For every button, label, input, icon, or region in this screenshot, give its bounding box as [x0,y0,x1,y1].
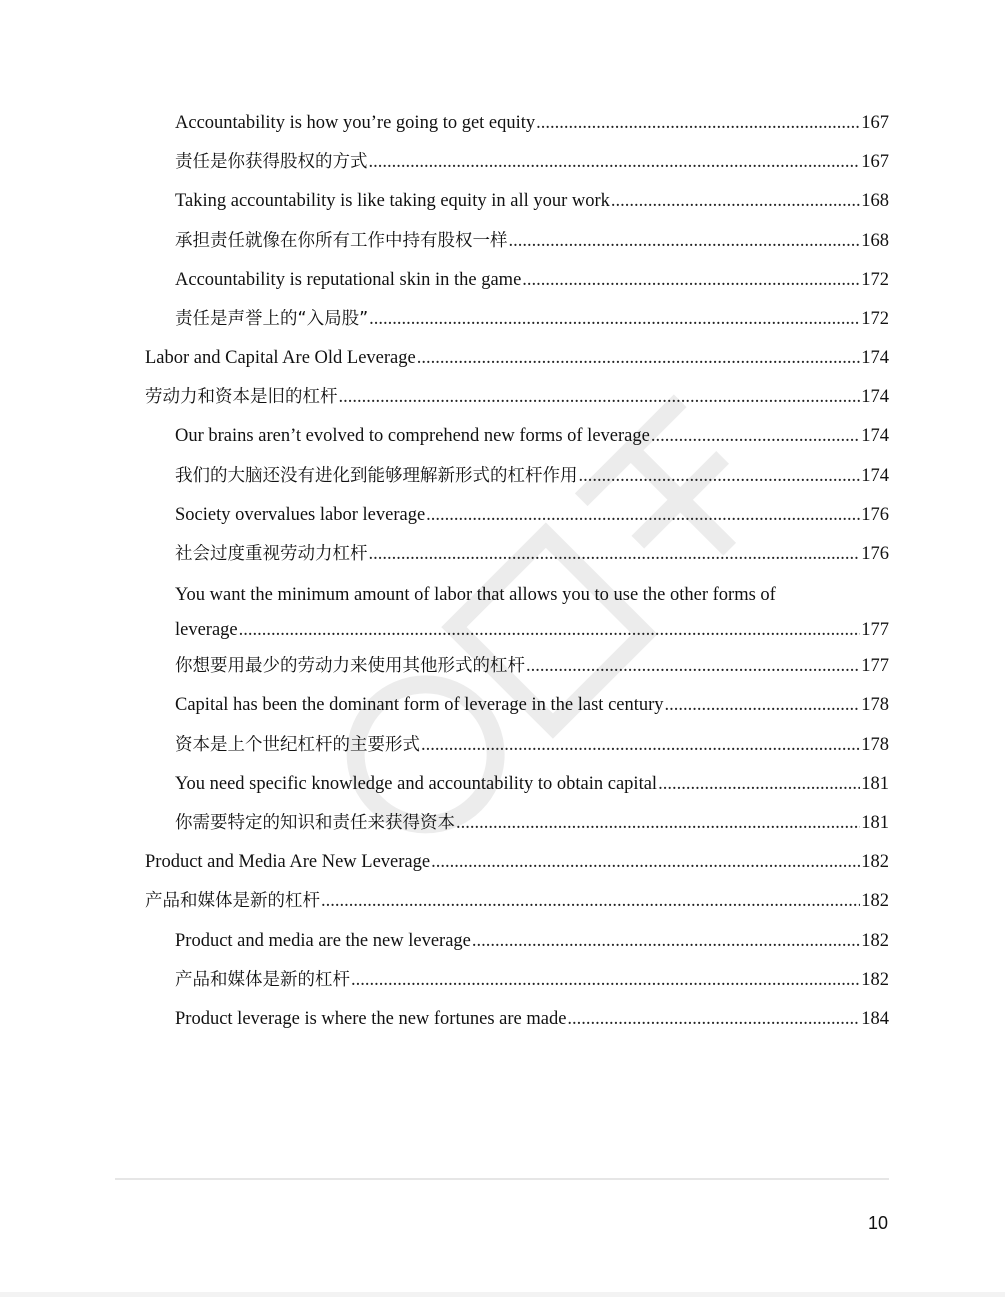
toc-entry-page: 182 [861,891,889,912]
toc-entry[interactable] [145,535,889,574]
toc-entry-title: Accountability is reputational skin in the game [175,269,522,290]
dot-leader [417,339,861,378]
toc-entry-page: 168 [861,191,889,212]
toc-entry-title: You need specific knowledge and accountability to obtain capital [175,773,658,794]
toc-entry-page: 181 [861,773,889,794]
toc-entry-title-continued: leverage [175,620,238,641]
toc-entry-title: Product and Media Are New Leverage [145,852,431,873]
toc-entry[interactable] [145,843,889,882]
toc-entry-title: 产品和媒体是新的杠杆 [145,891,320,912]
toc-entry-continuation [175,613,889,647]
dot-leader [369,300,860,339]
toc-entry-title: Labor and Capital Are Old Leverage [145,348,416,369]
toc-entry-page: 174 [861,426,889,447]
toc-entry-page: 182 [861,969,889,990]
dot-leader [658,765,860,804]
toc-entry-page: 174 [861,465,889,486]
dot-leader [351,961,860,1000]
toc-entry-title: Our brains aren’t evolved to comprehend new forms of leverage [175,426,650,447]
toc-entry[interactable] [145,804,889,843]
dot-leader [426,496,860,535]
footer-divider [115,1178,889,1180]
toc-entry-page: 177 [861,656,889,677]
toc-entry-title: Society overvalues labor leverage [175,504,426,525]
toc-entry[interactable] [145,765,889,804]
dot-leader [579,457,861,496]
toc-entry[interactable] [145,647,889,686]
toc-entry-page: 176 [861,544,889,565]
page-bottom-edge [0,1292,1005,1297]
toc-entry-page: 182 [861,930,889,951]
toc-entry-title: 你需要特定的知识和责任来获得资本 [175,812,455,833]
toc-entry[interactable] [145,496,889,535]
toc-entry-page: 182 [861,852,889,873]
toc-entry-title: Accountability is how you’re going to get equity [175,112,536,133]
dot-leader [456,804,860,843]
toc-entry-page: 181 [861,812,889,833]
toc-entry-title: 承担责任就像在你所有工作中持有股权一样 [175,230,508,251]
dot-leader [239,613,861,647]
toc-entry-page: 167 [861,152,889,173]
toc-entry[interactable] [145,104,889,143]
dot-leader [369,143,861,182]
toc-entry[interactable] [145,726,889,765]
toc-entry-title: 你想要用最少的劳动力来使用其他形式的杠杆 [175,656,525,677]
toc-entry[interactable] [145,686,889,725]
toc-entry-title: 责任是声誉上的“入局股” [175,308,369,329]
dot-leader [509,222,861,261]
dot-leader [536,104,860,143]
toc-entry[interactable] [145,882,889,921]
dot-leader [339,378,861,417]
dot-leader [665,686,861,725]
toc-entry[interactable] [145,378,889,417]
toc-entry[interactable] [145,261,889,300]
toc-entry-title: 劳动力和资本是旧的杠杆 [145,387,338,408]
toc-entry-title: 资本是上个世纪杠杆的主要形式 [175,734,420,755]
dot-leader [526,647,860,686]
dot-leader [321,882,860,921]
toc-entry[interactable] [145,222,889,261]
toc-entry-page: 168 [861,230,889,251]
toc-entry[interactable] [145,143,889,182]
toc-entry-title: Taking accountability is like taking equity in all your work [175,191,610,212]
dot-leader [522,261,860,300]
toc-entry[interactable] [145,1000,889,1039]
toc-entry-title: Capital has been the dominant form of leverage in the last century [175,695,664,716]
dot-leader [611,182,860,221]
toc-entry-page: 184 [861,1008,889,1029]
dot-leader [472,922,860,961]
dot-leader [369,535,861,574]
toc-entry[interactable] [145,339,889,378]
toc-entry[interactable] [145,418,889,457]
page-number: 10 [867,1213,888,1233]
toc-entry-page: 178 [861,734,889,755]
toc-entry-title: Product and media are the new leverage [175,930,471,951]
dot-leader [651,417,860,456]
toc-entry[interactable] [145,457,889,496]
dot-leader [421,726,860,765]
toc-entry-title: 责任是你获得股权的方式 [175,152,368,173]
toc-entry-page: 174 [861,387,889,408]
toc-entry-title: 产品和媒体是新的杠杆 [175,969,350,990]
toc-entry-page: 172 [861,269,889,290]
table-of-contents [145,104,889,1039]
toc-entry-page: 177 [861,620,889,641]
toc-entry-title: 我们的大脑还没有进化到能够理解新形式的杠杆作用 [175,465,578,486]
toc-entry[interactable] [145,182,889,221]
toc-entry-title: 社会过度重视劳动力杠杆 [175,544,368,565]
toc-entry-page: 178 [861,695,889,716]
toc-entry[interactable] [145,578,889,647]
toc-entry[interactable] [145,961,889,1000]
toc-entry[interactable] [145,922,889,961]
dot-leader [567,1000,860,1039]
toc-entry-title: You want the minimum amount of labor that allows you to use the other forms of [175,585,776,606]
toc-entry-page: 172 [861,308,889,329]
dot-leader [431,843,860,882]
toc-entry-page: 167 [861,112,889,133]
toc-entry-page: 174 [861,348,889,369]
toc-entry-title: Product leverage is where the new fortunes are made [175,1008,567,1029]
toc-entry-page: 176 [861,504,889,525]
toc-entry[interactable] [145,300,889,339]
